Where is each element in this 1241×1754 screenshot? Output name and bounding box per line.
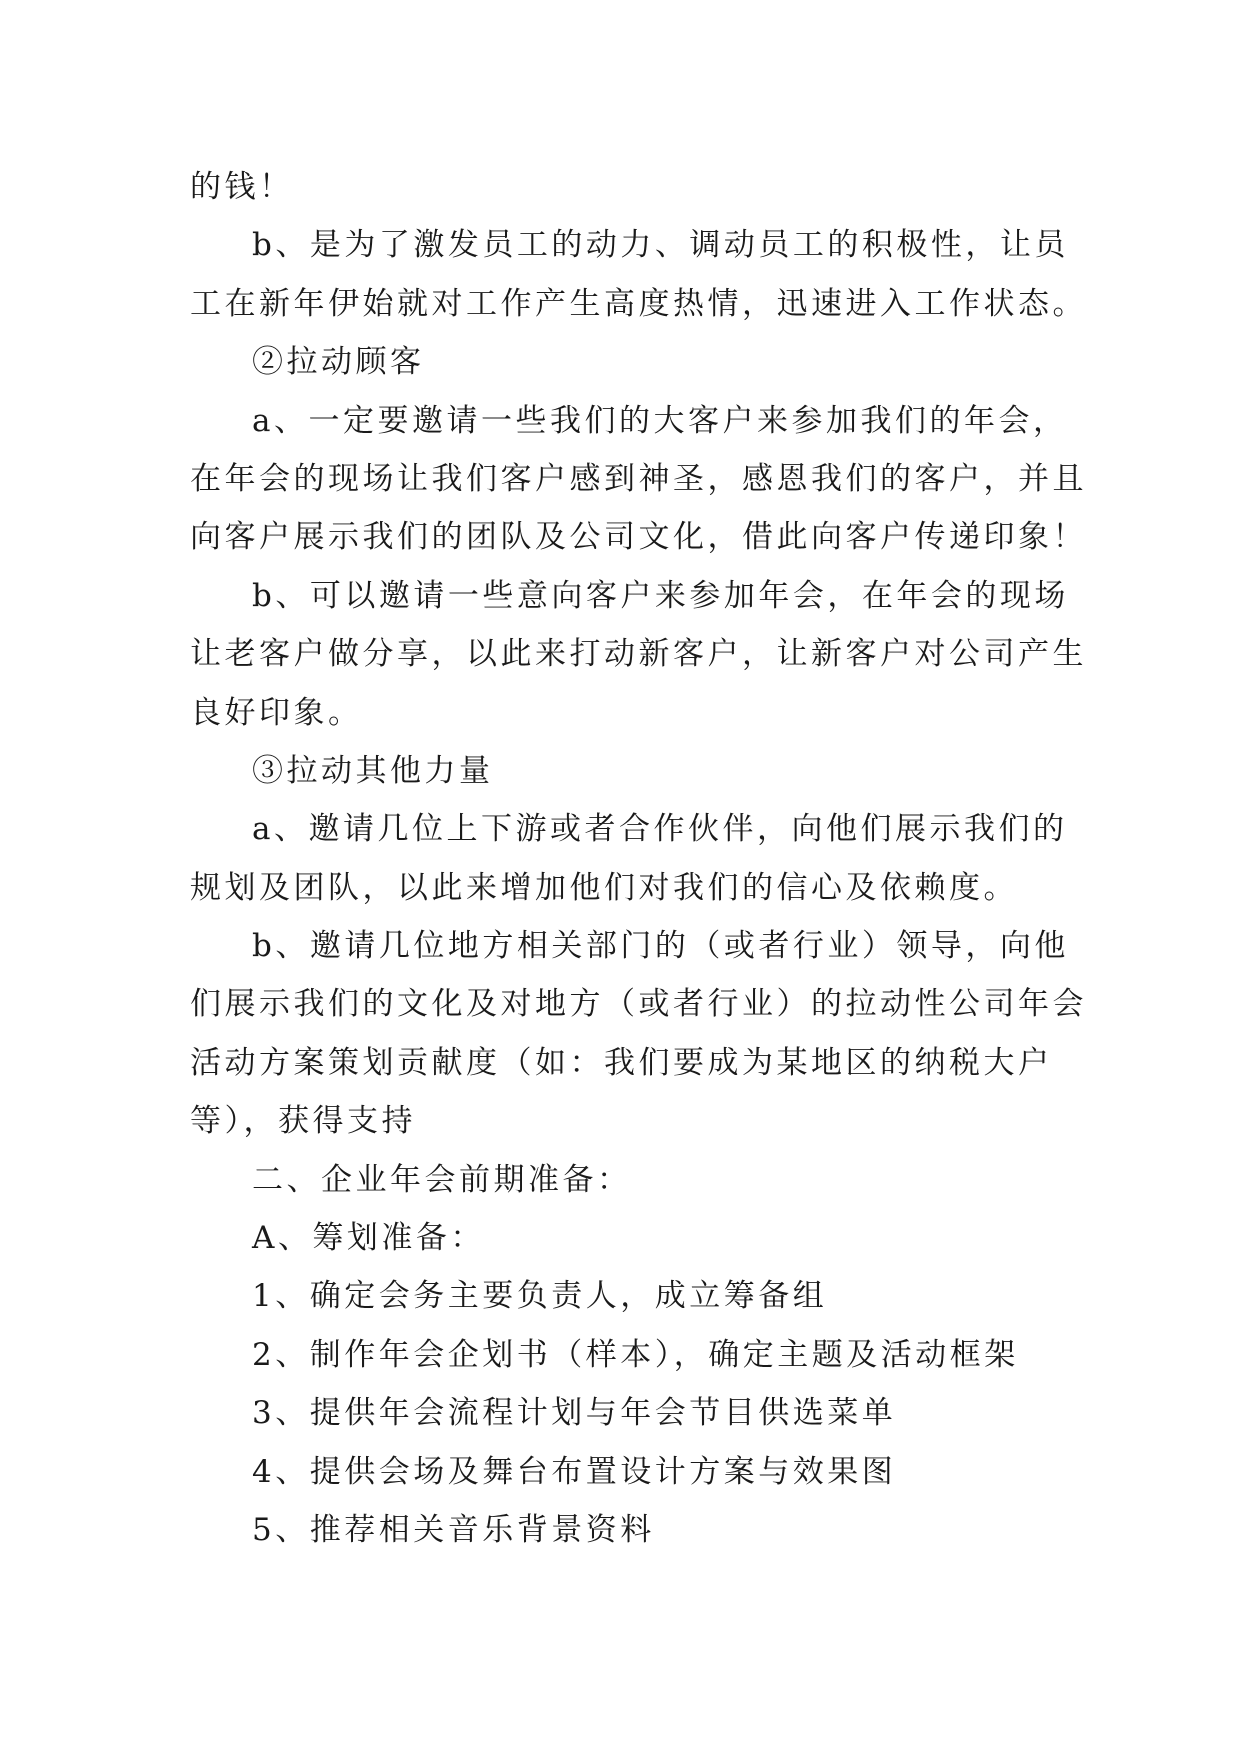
list-item: 3、提供年会流程计划与年会节目供选菜单 — [252, 1395, 897, 1432]
list-item: 1、确定会务主要负责人，成立筹备组 — [252, 1278, 828, 1315]
text-line: b、邀请几位地方相关部门的（或者行业）领导，向他 — [252, 928, 1069, 965]
subsection-heading: A、筹划准备： — [252, 1220, 485, 1257]
text-line: 让老客户做分享，以此来打动新客户，让新客户对公司产生 — [190, 636, 1087, 673]
text-line: 向客户展示我们的团队及公司文化，借此向客户传递印象！ — [190, 519, 1087, 556]
text-line: 规划及团队，以此来增加他们对我们的信心及依赖度。 — [190, 869, 1018, 906]
text-line: b、是为了激发员工的动力、调动员工的积极性，让员 — [252, 227, 1069, 264]
text-line: 工在新年伊始就对工作产生高度热情，迅速进入工作状态。 — [190, 285, 1087, 322]
text-line: 在年会的现场让我们客户感到神圣，感恩我们的客户，并且 — [190, 460, 1087, 497]
list-item: 4、提供会场及舞台布置设计方案与效果图 — [252, 1453, 897, 1490]
section-heading: ③拉动其他力量 — [252, 752, 494, 789]
list-item: 2、制作年会企划书（样本），确定主题及活动框架 — [252, 1336, 1019, 1373]
text-line: 活动方案策划贡献度（如：我们要成为某地区的纳税大户 — [190, 1044, 1053, 1081]
document-body — [190, 158, 1087, 1559]
text-line: a、邀请几位上下游或者合作伙伴，向他们展示我们的 — [252, 811, 1068, 848]
text-line: 良好印象。 — [190, 694, 363, 731]
text-line: 们展示我们的文化及对地方（或者行业）的拉动性公司年会 — [190, 986, 1087, 1023]
section-heading: ②拉动顾客 — [252, 344, 425, 381]
list-item: 5、推荐相关音乐背景资料 — [252, 1511, 655, 1548]
text-line: b、可以邀请一些意向客户来参加年会，在年会的现场 — [252, 577, 1069, 614]
text-line: 等），获得支持 — [190, 1103, 416, 1140]
text-line: a、一定要邀请一些我们的大客户来参加我们的年会， — [252, 402, 1068, 439]
text-line: 的钱！ — [190, 169, 294, 205]
section-heading: 二、企业年会前期准备： — [252, 1161, 632, 1198]
